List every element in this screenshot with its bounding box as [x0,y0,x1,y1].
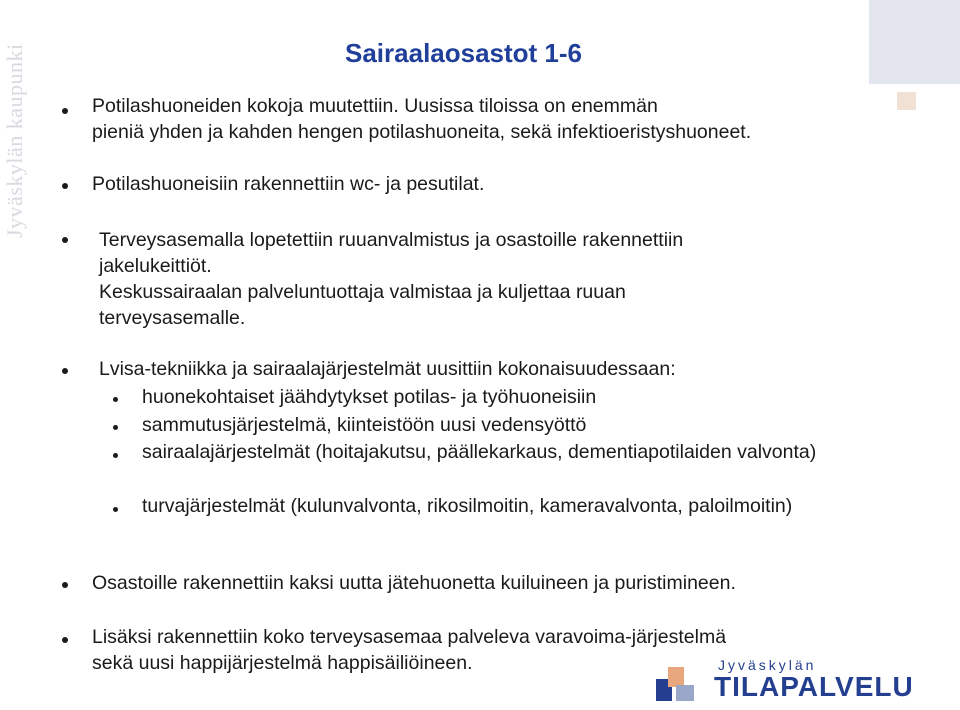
bullet-line: sekä uusi happijärjestelmä happisäiliöineen. [92,652,473,674]
bullet-item [99,356,676,382]
sub-bullet-line: sammutusjärjestelmä, kiinteistöön uusi vedensyöttö [142,414,587,436]
bullet-dot [62,582,68,588]
bullet-item [92,93,751,145]
side-watermark: Jyväskylän kaupunki [2,43,27,238]
logo-mark-icon [656,667,696,701]
bullet-item [92,624,726,676]
bullet-dot [62,183,68,189]
bullet-line: Lvisa-tekniikka ja sairaalajärjestelmät uusittiin kokonaisuudessaan: [99,358,676,380]
sub-bullet-item [142,412,586,438]
sub-bullet-dot [113,397,118,402]
sub-bullet-dot [113,425,118,430]
sub-bullet-line: sairaalajärjestelmät (hoitajakutsu, päällekarkaus, dementiapotilaiden [142,441,732,463]
sub-bullet-dot [113,453,118,458]
logo-brand-text: TILAPALVELU [714,671,914,702]
bullet-line: jakelukeittiöt. [99,255,212,277]
sub-bullet-line: huonekohtaiset jäähdytykset potilas- ja työhuoneisiin [142,386,597,408]
bullet-item [92,570,736,596]
sub-bullet-line: valvonta) [737,441,817,463]
bullet-line: terveysasemalle. [99,307,246,329]
bullet-line: Keskussairaalan palveluntuottaja valmistaa ja kuljettaa ruuan [99,281,626,303]
bullet-line: Terveysasemalla lopetettiin ruuanvalmistus ja osastoille rakennettiin [99,229,684,251]
decor-square-large [869,0,960,84]
slide-title: Sairaalaosastot 1-6 [345,38,583,68]
bullet-line: Potilashuoneisiin rakennettiin wc- ja pesutilat. [92,173,485,195]
bullet-dot [62,637,68,643]
sub-bullet-item [142,384,596,410]
bullet-line: pieniä yhden ja kahden hengen potilashuoneita, sekä infektioeristyshuoneet. [92,121,752,143]
decor-square-small [897,92,916,110]
bullet-item [99,227,683,331]
sub-bullet-line: paloilmoitin) [688,495,793,517]
sub-bullet-item [142,493,792,519]
tilapalvelu-logo [656,657,936,703]
bullet-dot [62,108,68,114]
bullet-dot [62,237,68,243]
logo-city-text: Jyväskylän [718,657,817,673]
bullet-dot [62,368,68,374]
bullet-line: Potilashuoneiden kokoja muutettiin. Uusissa tiloissa on enemmän [92,95,658,117]
sub-bullet-item [142,439,816,465]
bullet-line: Lisäksi rakennettiin koko terveysasemaa palveleva varavoima-järjestelmä [92,626,727,648]
bullet-item [92,171,484,197]
bullet-line: Osastoille rakennettiin kaksi uutta jätehuonetta kuiluineen ja puristimineen. [92,572,736,594]
sub-bullet-line: turvajärjestelmät (kulunvalvonta, rikosilmoitin, kameravalvonta, [142,495,683,517]
sub-bullet-dot [113,507,118,512]
